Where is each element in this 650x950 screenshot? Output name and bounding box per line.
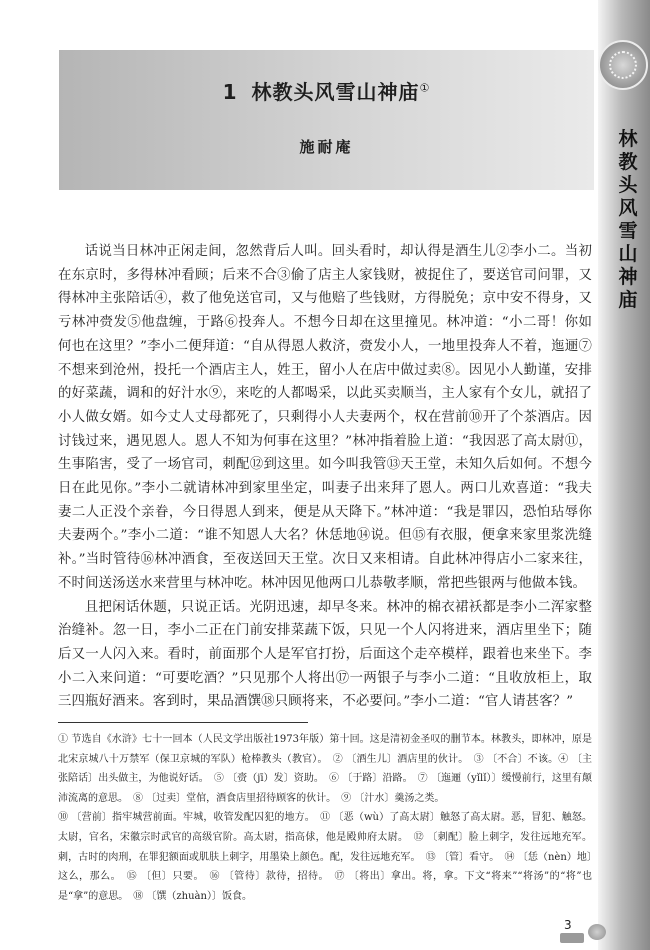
footnotes	[58, 730, 592, 906]
title-footnote-mark: ①	[419, 81, 431, 95]
title-banner	[59, 50, 594, 190]
footnote-block: ⑩ 〔营前〕指牢城营前面。牢城，收管发配囚犯的地方。 ⑪ 〔恶（wù）了高太尉〕触怒了高太尉。恶，冒犯、触怒。太尉，官名，宋徽宗时武官的高级官阶。高太尉，指高俅，他是殿帅府太尉。 ⑫ 〔刺配〕脸上刺字，发往远地充军。刺，古时的肉刑，在罪犯额面或肌肤上刺字，用墨染上颜色。配，发往远地充军。 ⑬ 〔管〕看守。 ⑭ 〔恁（nèn）地〕这么，那么。 ⑮ 〔但〕只要。 ⑯ 〔管待〕款待，招待。 ⑰ 〔将出〕拿出。将，拿。下文“将来”“将汤”的“将”也是“拿”的意思。 ⑱ 〔馔（zhuàn）〕饭食。	[58, 812, 592, 902]
footnote-divider	[58, 722, 308, 723]
main-text	[58, 240, 592, 714]
ornament-medallion-icon	[598, 40, 648, 90]
paragraph: 话说当日林冲正闲走间，忽然背后人叫。回头看时，却认得是酒生儿②李小二。当初在东京时，多得林冲看顾；后来不合③偷了店主人家钱财，被捉住了，要送官司问罪，又得林冲主张陪话④，救了他免送官司，又与他赔了些钱财，方得脱免；京中安不得身，又亏林冲赍发⑤他盘缠，于路⑥投奔人。不想今日却在这里撞见。林冲道：“小二哥！你如何也在这里？”李小二便拜道：“自从得恩人救济，赍发小人，一地里投奔人不着，迤逦⑦不想来到沧州，投托一个酒店主人，姓王，留小人在店中做过卖⑧。因见小人勤谨，安排的好菜蔬，调和的好汁水⑨，来吃的人都喝采，以此买卖顺当，主人家有个女儿，就招了小人做女婿。如今丈人丈母都死了，只剩得小人夫妻两个，权在营前⑩开了个茶酒店。因讨钱过来，遇见恩人。恩人不知为何事在这里？”林冲指着脸上道：“我因恶了高太尉⑪，生事陷害，受了一场官司，刺配⑫到这里。如今叫我管⑬天王堂，未知久后如何。不想今日在此见你。”李小二就请林冲到家里坐定，叫妻子出来拜了恩人。两口儿欢喜道：“我夫妻二人正没个亲眷，今日得恩人到来，便是从天降下。”林冲道：“我是罪囚，恐怕玷辱你夫妻两个。”李小二道：“谁不知恩人大名？休恁地⑭说。但⑮有衣服，便拿来家里浆洗缝补。”当时管待⑯林冲酒食，至夜送回天王堂。次日又来相请。自此林冲得店小二家来往，不时间送汤送水来营里与林冲吃。林冲因见他两口儿恭敬孝顺，常把些银两与他做本钱。	[58, 244, 592, 591]
page-number: 3	[564, 918, 572, 932]
chapter-title	[59, 76, 594, 105]
author-name: 施耐庵	[299, 138, 354, 156]
footnote-block: ① 节选自《水浒》七十一回本（人民文学出版社1973年版）第十回。这是清初金圣叹的删节本。林教头，即林冲，原是北宋京城八十万禁军（保卫京城的军队）枪棒教头（教官）。 ② 〔酒生儿〕酒店里的伙计。 ③ 〔不合〕不该。④ 〔主张陪话〕出头做主，为他说好话。 ⑤ 〔赍（jī）发〕资助。 ⑥ 〔于路〕沿路。 ⑦ 〔迤逦（yǐlǐ）〕缓慢前行，这里有颠沛流离的意思。 ⑧ 〔过卖〕堂倌，酒食店里招待顾客的伙计。 ⑨ 〔汁水〕羹汤之类。	[58, 734, 592, 804]
side-margin-strip	[598, 0, 650, 950]
chapter-title-text: 林教头风雪山神庙	[251, 80, 420, 104]
page-tab	[560, 933, 584, 943]
paragraph: 且把闲话休题，只说正话。光阴迅速，却早冬来。林冲的棉衣裙袄都是李小二浑家整治缝补。忽一日，李小二正在门前安排菜蔬下饭，只见一个人闪将进来，酒店里坐下；随后又一人闪入来。看时，前面那个人是军官打扮，后面这个走卒模样，跟着也来坐下。李小二入来问道：“可要吃酒？”只见那个人将出⑰一两银子与李小二道：“且收放柜上，取三四瓶好酒来。客到时，果品酒馔⑱只顾将来，不必要问。”李小二道：“官人请甚客？”	[58, 599, 592, 710]
chapter-number: 1	[222, 80, 238, 104]
running-title: 林教头风雪山神庙	[618, 128, 638, 311]
page-ornament-icon	[588, 924, 606, 940]
